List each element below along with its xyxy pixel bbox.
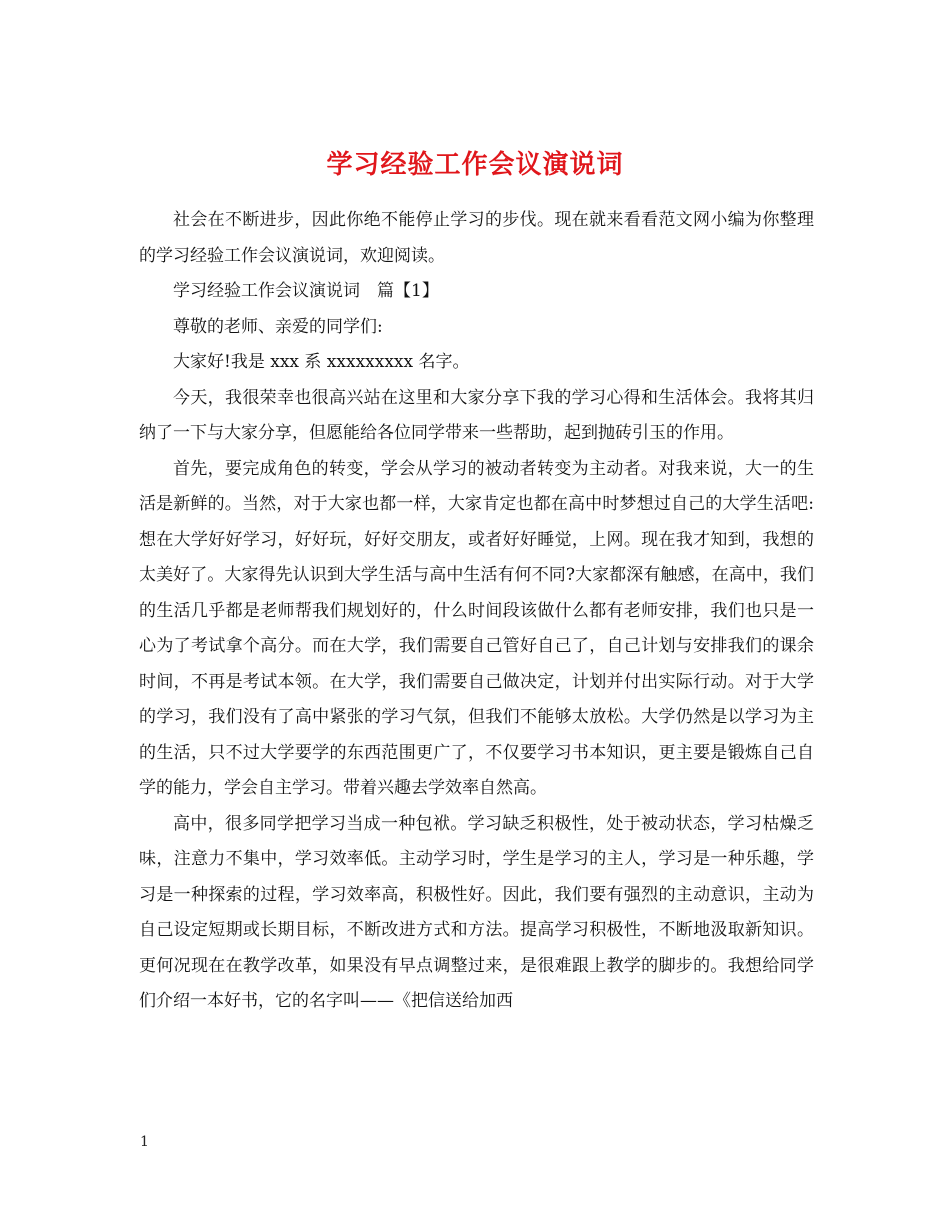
salutation: 尊敬的老师、亲爱的同学们: xyxy=(173,316,383,337)
document-title: 学习经验工作会议演说词 xyxy=(326,150,624,181)
greeting-line: 大家好!我是 xxx 系 xxxxxxxxx 名字。 xyxy=(173,352,470,372)
body-paragraph: 首先，要完成角色的转变，学会从学习的被动者转变为主动者。对我来说，大一的生活是新鲜的。当然，对于大家也都一样，大家肯定也都在高中时梦想过自己的大学生活吧:想在大学好好学习，好好玩，好好交朋友，或者好好睡觉，上网。现在我才知到，我想的太美好了。大家得先认识到大学生活与高中生活有何不同?大家都深有触感，在高中，我们的生活几乎都是老师帮我们规划好的，什么时间段该做什么都有老师安排，我们也只是一心为了考试拿个高分。而在大学，我们需要自己管好自己了，自己计划与安排我们的课余时间，不再是考试本领。在大学，我们需要自己做决定，计划并付出实际行动。对于大学的学习，我们没有了高中紧张的学习气氛，但我们不能够太放松。大学仍然是以学习为主的生活，只不过大学要学的东西范围更广了，不仅要学习书本知识，更主要是锻炼自己自学的能力，学会自主学习。带着兴趣去学效率自然高。 xyxy=(139,458,814,798)
intro-paragraph: 社会在不断进步，因此你绝不能停止学习的步伐。现在就来看看范文网小编为你整理的学习经验工作会议演说词，欢迎阅读。 xyxy=(139,210,814,266)
document-body xyxy=(139,203,814,1020)
section-heading: 学习经验工作会议演说词 篇【1】 xyxy=(173,281,439,301)
body-paragraph: 今天，我很荣幸也很高兴站在这里和大家分享下我的学习心得和生活体会。我将其归纳了一下与大家分享，但愿能给各位同学带来一些帮助，起到抛砖引玉的作用。 xyxy=(139,387,814,443)
body-paragraph: 高中，很多同学把学习当成一种包袱。学习缺乏积极性，处于被动状态，学习枯燥乏味，注意力不集中，学习效率低。主动学习时，学生是学习的主人，学习是一种乐趣，学习是一种探索的过程，学习效率高，积极性好。因此，我们要有强烈的主动意识，主动为自己设定短期或长期目标，不断改进方式和方法。提高学习积极性，不断地汲取新知识。更何况现在在教学改革，如果没有早点调整过来，是很难跟上教学的脚步的。我想给同学们介绍一本好书，它的名字叫——《把信送给加西 xyxy=(139,813,814,1011)
page-number: 1 xyxy=(140,1134,149,1150)
